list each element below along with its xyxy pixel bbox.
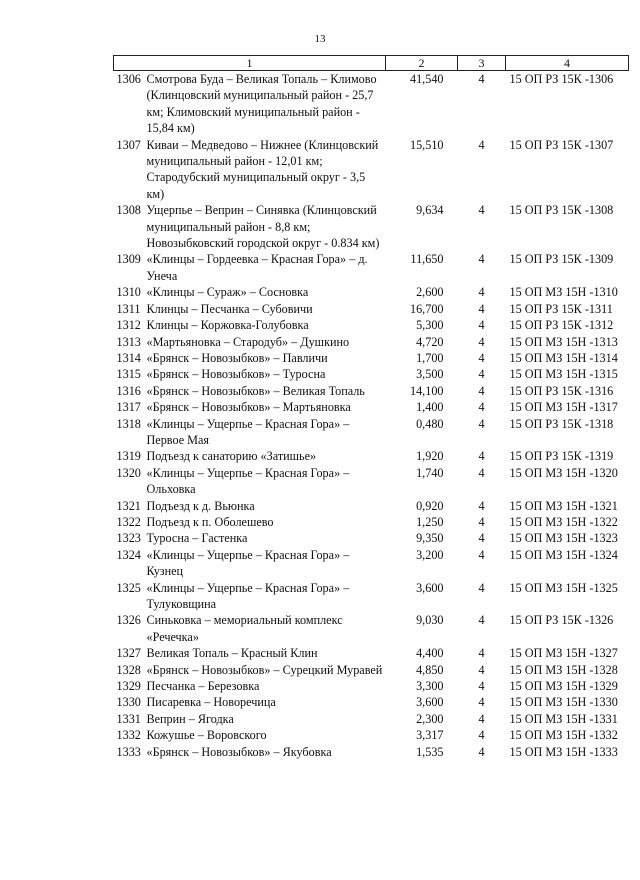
road-code: 15 ОП МЗ 15Н -1317 bbox=[509, 400, 618, 415]
header-col-2: 2 bbox=[386, 56, 458, 71]
road-length: 16,700 bbox=[409, 301, 444, 316]
table-row bbox=[114, 251, 629, 284]
road-code: 15 ОП РЗ 15К -1308 bbox=[509, 203, 614, 218]
table-row bbox=[114, 202, 629, 251]
table-row bbox=[114, 547, 629, 580]
road-length: 11,650 bbox=[410, 252, 444, 267]
road-length: 3,600 bbox=[416, 580, 444, 595]
road-name: Подъезд к д. Вьюнка bbox=[146, 498, 255, 513]
road-category: 4 bbox=[478, 72, 485, 86]
road-name: Туросна – Гастенка bbox=[146, 531, 248, 546]
table-row bbox=[114, 416, 629, 449]
road-code: 15 ОП МЗ 15Н -1322 bbox=[509, 514, 618, 529]
road-cell bbox=[114, 366, 386, 382]
road-category: 4 bbox=[478, 679, 485, 694]
road-length: 4,720 bbox=[416, 334, 444, 349]
table-row bbox=[114, 645, 629, 661]
road-category: 4 bbox=[478, 498, 485, 513]
row-number: 1325 bbox=[116, 580, 141, 595]
row-number: 1313 bbox=[116, 334, 141, 349]
road-length: 14,100 bbox=[409, 383, 444, 398]
road-cell bbox=[114, 284, 386, 300]
road-cell bbox=[114, 350, 386, 366]
road-length: 3,600 bbox=[416, 695, 444, 710]
road-length: 1,700 bbox=[416, 350, 444, 365]
road-name: Клинцы – Песчанка – Субовичи bbox=[146, 301, 313, 316]
header-col-1: 1 bbox=[114, 56, 386, 71]
road-cell bbox=[114, 744, 386, 760]
row-number: 1331 bbox=[116, 711, 141, 726]
road-code: 15 ОП МЗ 15Н -1328 bbox=[509, 662, 618, 677]
road-name: Ущерпье – Веприн – Синявка (Клинцовский муниципальный район - 8,8 км; Новозыбковский городской округ - 0.834 км) bbox=[146, 203, 380, 251]
row-number: 1332 bbox=[116, 728, 141, 743]
table-row bbox=[114, 612, 629, 645]
road-cell bbox=[114, 465, 386, 498]
road-category: 4 bbox=[478, 646, 485, 661]
road-cell bbox=[114, 137, 386, 203]
road-code: 15 ОП МЗ 15Н -1320 bbox=[509, 465, 618, 480]
road-category: 4 bbox=[478, 137, 485, 152]
road-length: 1,535 bbox=[416, 744, 444, 759]
road-name: Кожушье – Воровского bbox=[146, 728, 267, 743]
road-category: 4 bbox=[478, 662, 485, 677]
row-number: 1327 bbox=[116, 646, 141, 661]
road-name: «Клинцы – Гордеевка – Красная Гора» – д. Унеча bbox=[146, 252, 368, 283]
road-length: 9,030 bbox=[416, 613, 444, 628]
road-category: 4 bbox=[478, 531, 485, 546]
row-number: 1324 bbox=[116, 547, 141, 562]
road-length: 1,250 bbox=[416, 514, 444, 529]
road-category: 4 bbox=[478, 252, 485, 267]
road-cell bbox=[114, 71, 386, 137]
road-name: Клинцы – Коржовка-Голубовка bbox=[146, 318, 309, 333]
road-category: 4 bbox=[478, 350, 485, 365]
road-category: 4 bbox=[478, 613, 485, 628]
row-number: 1329 bbox=[116, 679, 141, 694]
road-code: 15 ОП МЗ 15Н -1333 bbox=[509, 744, 618, 759]
road-name: Песчанка – Березовка bbox=[146, 679, 260, 694]
row-number: 1308 bbox=[116, 203, 141, 218]
road-code: 15 ОП МЗ 15Н -1332 bbox=[509, 728, 618, 743]
table-row bbox=[114, 317, 629, 333]
road-name: «Клинцы – Ущерпье – Красная Гора» – Кузнец bbox=[146, 547, 350, 579]
road-code: 15 ОП РЗ 15К -1309 bbox=[509, 252, 614, 267]
road-code: 15 ОП РЗ 15К -1311 bbox=[509, 301, 613, 316]
table-row bbox=[114, 284, 629, 300]
road-category: 4 bbox=[478, 711, 485, 726]
road-name: Подъезд к п. Оболешево bbox=[146, 514, 274, 529]
row-number: 1326 bbox=[116, 613, 141, 628]
road-cell bbox=[114, 694, 386, 710]
road-code: 15 ОП МЗ 15Н -1323 bbox=[509, 531, 618, 546]
road-code: 15 ОП РЗ 15К -1307 bbox=[509, 137, 614, 152]
road-category: 4 bbox=[478, 580, 485, 595]
row-number: 1318 bbox=[116, 416, 141, 431]
road-code: 15 ОП РЗ 15К -1312 bbox=[509, 318, 614, 333]
road-name: Киваи – Медведово – Нижнее (Клинцовский муниципальный район - 12,01 км; Стародубский муниципальный округ - 3,5 км) bbox=[146, 137, 379, 201]
road-cell bbox=[114, 612, 386, 645]
road-length: 4,400 bbox=[416, 646, 444, 661]
road-length: 9,350 bbox=[416, 531, 444, 546]
table-row bbox=[114, 383, 629, 399]
road-cell bbox=[114, 645, 386, 661]
road-category: 4 bbox=[478, 547, 485, 562]
road-code: 15 ОП РЗ 15К -1316 bbox=[509, 383, 614, 398]
road-category: 4 bbox=[478, 383, 485, 398]
row-number: 1312 bbox=[116, 318, 141, 333]
road-code: 15 ОП МЗ 15Н -1313 bbox=[509, 334, 618, 349]
road-cell bbox=[114, 301, 386, 317]
row-number: 1330 bbox=[116, 695, 141, 710]
table-row bbox=[114, 366, 629, 382]
road-length: 1,920 bbox=[416, 449, 444, 464]
table-row bbox=[114, 580, 629, 613]
road-code: 15 ОП МЗ 15Н -1327 bbox=[509, 646, 618, 661]
road-category: 4 bbox=[478, 449, 485, 464]
road-name: «Клинцы – Сураж» – Сосновка bbox=[146, 285, 309, 300]
row-number: 1314 bbox=[116, 350, 141, 365]
row-number: 1315 bbox=[116, 367, 141, 382]
road-name: Синьковка – мемориальный комплекс «Речечка» bbox=[146, 613, 343, 644]
road-length: 4,850 bbox=[416, 662, 444, 677]
road-cell bbox=[114, 202, 386, 251]
road-code: 15 ОП РЗ 15К -1319 bbox=[509, 449, 614, 464]
road-length: 9,634 bbox=[416, 203, 444, 218]
road-category: 4 bbox=[478, 318, 485, 333]
row-number: 1317 bbox=[116, 400, 141, 415]
road-cell bbox=[114, 727, 386, 743]
row-number: 1321 bbox=[116, 498, 141, 513]
table-row bbox=[114, 662, 629, 678]
table-row bbox=[114, 137, 629, 203]
road-cell bbox=[114, 580, 386, 613]
road-cell bbox=[114, 711, 386, 727]
road-code: 15 ОП МЗ 15Н -1325 bbox=[509, 580, 618, 595]
row-number: 1328 bbox=[116, 662, 141, 677]
road-code: 15 ОП МЗ 15Н -1310 bbox=[509, 285, 618, 300]
table-row bbox=[114, 448, 629, 464]
table-row bbox=[114, 514, 629, 530]
table-row bbox=[114, 71, 629, 137]
road-name: «Брянск – Новозыбков» – Павличи bbox=[146, 350, 328, 365]
road-code: 15 ОП МЗ 15Н -1324 bbox=[509, 547, 618, 562]
road-length: 1,740 bbox=[416, 465, 444, 480]
table-row bbox=[114, 498, 629, 514]
road-cell bbox=[114, 662, 386, 678]
road-category: 4 bbox=[478, 744, 485, 759]
row-number: 1311 bbox=[116, 301, 141, 316]
road-cell bbox=[114, 383, 386, 399]
road-category: 4 bbox=[478, 465, 485, 480]
page-number: 13 bbox=[314, 33, 326, 45]
table-row bbox=[114, 727, 629, 743]
road-category: 4 bbox=[478, 400, 485, 415]
road-name: «Клинцы – Ущерпье – Красная Гора» – Первое Мая bbox=[146, 416, 350, 447]
road-code: 15 ОП МЗ 15Н -1315 bbox=[509, 367, 618, 382]
road-name: «Брянск – Новозыбков» – Сурецкий Муравей bbox=[146, 662, 383, 677]
road-cell bbox=[114, 317, 386, 333]
road-length: 3,500 bbox=[416, 367, 444, 382]
row-number: 1309 bbox=[116, 252, 141, 267]
row-number: 1316 bbox=[116, 383, 141, 398]
table-row bbox=[114, 678, 629, 694]
road-cell bbox=[114, 498, 386, 514]
header-col-4: 4 bbox=[506, 56, 629, 71]
table-row bbox=[114, 350, 629, 366]
road-cell bbox=[114, 334, 386, 350]
road-category: 4 bbox=[478, 367, 485, 382]
road-length: 2,300 bbox=[416, 711, 444, 726]
road-name: Писаревка – Новоречица bbox=[146, 695, 276, 710]
road-category: 4 bbox=[478, 695, 485, 710]
road-code: 15 ОП МЗ 15Н -1330 bbox=[509, 695, 618, 710]
road-cell bbox=[114, 514, 386, 530]
road-length: 3,317 bbox=[416, 728, 444, 743]
table-row bbox=[114, 334, 629, 350]
row-number: 1306 bbox=[116, 72, 141, 86]
road-cell bbox=[114, 399, 386, 415]
road-code: 15 ОП МЗ 15Н -1331 bbox=[509, 711, 618, 726]
road-category: 4 bbox=[478, 728, 485, 743]
road-name: Великая Топаль – Красный Клин bbox=[146, 646, 318, 661]
road-length: 0,480 bbox=[416, 416, 444, 431]
table-row bbox=[114, 530, 629, 546]
road-length: 5,300 bbox=[416, 318, 444, 333]
road-name: «Клинцы – Ущерпье – Красная Гора» – Ольховка bbox=[146, 465, 350, 497]
road-length: 3,300 bbox=[416, 679, 444, 694]
road-length: 2,600 bbox=[416, 285, 444, 300]
row-number: 1322 bbox=[116, 514, 141, 529]
row-number: 1333 bbox=[116, 744, 141, 759]
road-cell bbox=[114, 547, 386, 580]
road-category: 4 bbox=[478, 203, 485, 218]
road-code: 15 ОП РЗ 15К -1318 bbox=[509, 416, 614, 431]
table-row bbox=[114, 465, 629, 498]
road-name: Веприн – Ягодка bbox=[146, 711, 234, 726]
road-name: «Мартьяновка – Стародуб» – Душкино bbox=[146, 334, 350, 349]
table-row bbox=[114, 399, 629, 415]
road-cell bbox=[114, 530, 386, 546]
row-number: 1310 bbox=[116, 285, 141, 300]
row-number: 1323 bbox=[116, 531, 141, 546]
road-name: «Брянск – Новозыбков» – Якубовка bbox=[146, 744, 332, 759]
road-category: 4 bbox=[478, 514, 485, 529]
road-cell bbox=[114, 251, 386, 284]
road-category: 4 bbox=[478, 285, 485, 300]
road-code: 15 ОП МЗ 15Н -1329 bbox=[509, 679, 618, 694]
road-name: «Клинцы – Ущерпье – Красная Гора» – Тулуковщина bbox=[146, 580, 350, 611]
table-row bbox=[114, 301, 629, 317]
table-row bbox=[114, 744, 629, 760]
road-category: 4 bbox=[478, 416, 485, 431]
road-name: «Брянск – Новозыбков» – Великая Топаль bbox=[146, 383, 365, 398]
table-row bbox=[114, 694, 629, 710]
road-name: «Брянск – Новозыбков» – Мартьяновка bbox=[146, 400, 351, 415]
road-length: 41,540 bbox=[409, 72, 444, 86]
road-code: 15 ОП МЗ 15Н -1321 bbox=[509, 498, 618, 513]
road-length: 15,510 bbox=[409, 137, 444, 152]
table-body bbox=[114, 71, 629, 761]
row-number: 1307 bbox=[116, 137, 141, 152]
road-name: Смотрова Буда – Великая Топаль – Климово (Клинцовский муниципальный район - 25,7 км; Климовский муниципальный район - 15,84 км) bbox=[146, 72, 377, 136]
road-code: 15 ОП РЗ 15К -1326 bbox=[509, 613, 614, 628]
road-name: «Брянск – Новозыбков» – Туросна bbox=[146, 367, 326, 382]
table-header bbox=[114, 56, 629, 71]
road-name: Подъезд к санаторию «Затишье» bbox=[146, 449, 317, 464]
road-category: 4 bbox=[478, 334, 485, 349]
road-length: 0,920 bbox=[416, 498, 444, 513]
roads-table bbox=[113, 55, 629, 760]
header-col-3: 3 bbox=[458, 56, 506, 71]
road-code: 15 ОП РЗ 15К -1306 bbox=[509, 72, 614, 86]
road-length: 1,400 bbox=[416, 400, 444, 415]
road-cell bbox=[114, 678, 386, 694]
table-row bbox=[114, 711, 629, 727]
road-cell bbox=[114, 416, 386, 449]
road-category: 4 bbox=[478, 301, 485, 316]
row-number: 1319 bbox=[116, 449, 141, 464]
road-cell bbox=[114, 448, 386, 464]
road-length: 3,200 bbox=[416, 547, 444, 562]
road-code: 15 ОП МЗ 15Н -1314 bbox=[509, 350, 618, 365]
row-number: 1320 bbox=[116, 465, 141, 480]
